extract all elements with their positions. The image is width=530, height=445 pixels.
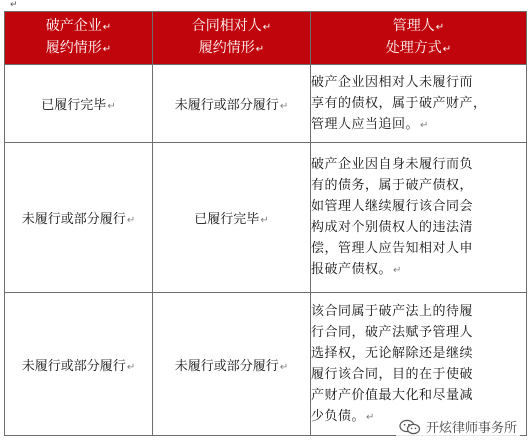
header-administrator-handling: 管理人↵ 处理方式↵	[311, 12, 527, 65]
row2-debtor-cell: 未履行或部分履行↵	[5, 143, 153, 293]
header-counterparty-performance: 合同相对人↵ 履约情形↵	[153, 12, 311, 65]
watermark-text: 开炫律师事务所	[425, 421, 517, 436]
row1-debtor-cell: 已履行完毕↵	[5, 65, 153, 143]
watermark	[396, 416, 520, 437]
row3-counterparty-cell: 未履行或部分履行↵	[153, 293, 311, 436]
row3-handling-cell: 该合同属于破产法上的待履 行合同，破产法赋予管理人 选择权，无论解除还是继续 履行该合同，目的在于使破 产财产价值最大化和尽量减 少负债。↵	[311, 293, 527, 436]
table-row	[5, 293, 527, 436]
row1-counterparty-cell: 未履行或部分履行↵	[153, 65, 311, 143]
paragraph-mark: ↵	[10, 0, 18, 10]
table-row	[5, 143, 527, 293]
table-header-row	[5, 12, 527, 65]
row2-handling-cell: 破产企业因自身未履行而负 有的债务，属于破产债权， 如管理人继续履行该合同会 构成对个别债权人的违法清 偿，管理人应告知相对人申 报破产债权。↵	[311, 143, 527, 293]
row3-debtor-cell: 未履行或部分履行↵	[5, 293, 153, 436]
row1-handling-cell: 破产企业因相对人未履行而 享有的债权，属于破产财产， 管理人应当追回。↵	[311, 65, 527, 143]
row2-counterparty-cell: 已履行完毕↵	[153, 143, 311, 293]
table-row	[5, 65, 527, 143]
contract-performance-table	[4, 11, 527, 436]
header-debtor-performance: 破产企业↵ 履约情形↵	[5, 12, 153, 65]
wechat-logo-icon	[399, 419, 421, 435]
